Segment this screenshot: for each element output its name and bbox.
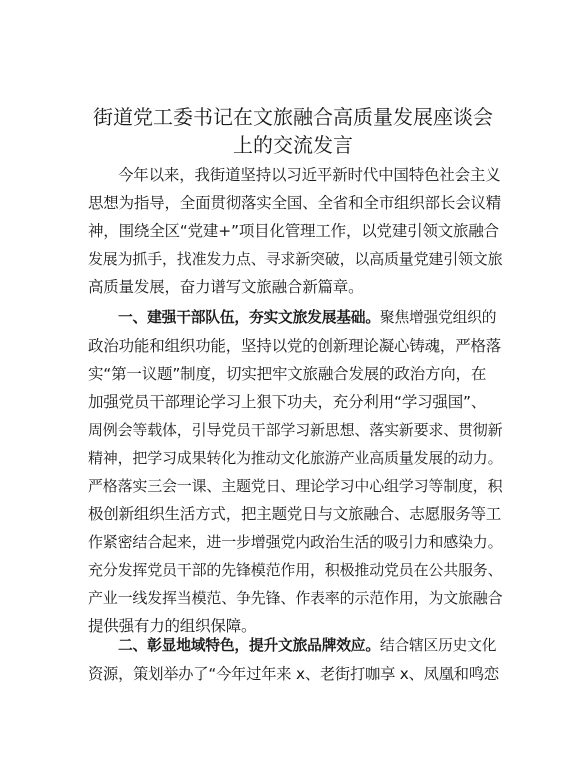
paragraph-intro bbox=[88, 161, 502, 301]
section-heading-1: 一、建强干部队伍，夯实文旅发展基础。 bbox=[118, 309, 380, 326]
paragraph-line: 提供强有力的组织保障。 bbox=[88, 617, 257, 635]
paragraph-line: 发展为抓手，找准发力点、寻求新突破，以高质量党建引领文旅 bbox=[88, 250, 503, 268]
paragraph-line: 极创新组织生活方式，把主题党日与文旅融合、志愿服务等工 bbox=[88, 505, 502, 523]
paragraph-line: 实“第一议题”制度，切实把牢文旅融合发展的政治方向，在 bbox=[88, 365, 487, 383]
paragraph-line: 神，围绕全区“党建+”项目化管理工作，以党建引领文旅融合 bbox=[88, 222, 499, 240]
paragraph-section-1 bbox=[88, 304, 502, 640]
document-title-line-2: 上的交流发言 bbox=[233, 133, 353, 157]
paragraph-first-line bbox=[88, 304, 502, 332]
paragraph-line: 政治功能和组织功能，坚持以党的创新理论凝心铸魂，严格落 bbox=[88, 337, 502, 355]
paragraph-line: 充分发挥党员干部的先锋模范作用，积极推动党员在公共服务、 bbox=[88, 561, 503, 579]
paragraph-line: 周例会等载体，引导党员干部学习新思想、落实新要求、贯彻新 bbox=[88, 421, 503, 439]
paragraph-line: 思想为指导，全面贯彻落实全国、全省和全市组织部长会议精 bbox=[88, 194, 502, 212]
paragraph-section-2 bbox=[88, 632, 502, 688]
paragraph-text: 聚焦增强党组织的 bbox=[379, 309, 497, 326]
document-title-line-1: 街道党工委书记在文旅融合高质量发展座谈会 bbox=[93, 105, 493, 129]
paragraph-line: 加强党员干部理论学习上狠下功夫，充分利用“学习强国”、 bbox=[88, 393, 487, 411]
paragraph-line: 严格落实三会一课、主题党日、理论学习中心组学习等制度，积 bbox=[88, 477, 503, 495]
paragraph-text: 结合辖区历史文化 bbox=[379, 637, 497, 654]
paragraph-line: 高质量发展，奋力谱写文旅融合新篇章。 bbox=[88, 278, 364, 296]
paragraph-first-line bbox=[88, 632, 502, 660]
paragraph-line: 资源，策划举办了“今年过年来 x、老街打咖享 x、凤凰和鸣恋 bbox=[88, 665, 499, 683]
paragraph-line: 今年以来，我街道坚持以习近平新时代中国特色社会主义 bbox=[118, 166, 501, 184]
paragraph-line: 作紧密结合起来，进一步增强党内政治生活的吸引力和感染力。 bbox=[88, 533, 503, 551]
section-heading-2: 二、彰显地域特色，提升文旅品牌效应。 bbox=[118, 637, 380, 654]
paragraph-line: 产业一线发挥当模范、争先锋、作表率的示范作用，为文旅融合 bbox=[88, 589, 503, 607]
paragraph-line: 精神，把学习成果转化为推动文化旅游产业高质量发展的动力。 bbox=[88, 449, 503, 467]
